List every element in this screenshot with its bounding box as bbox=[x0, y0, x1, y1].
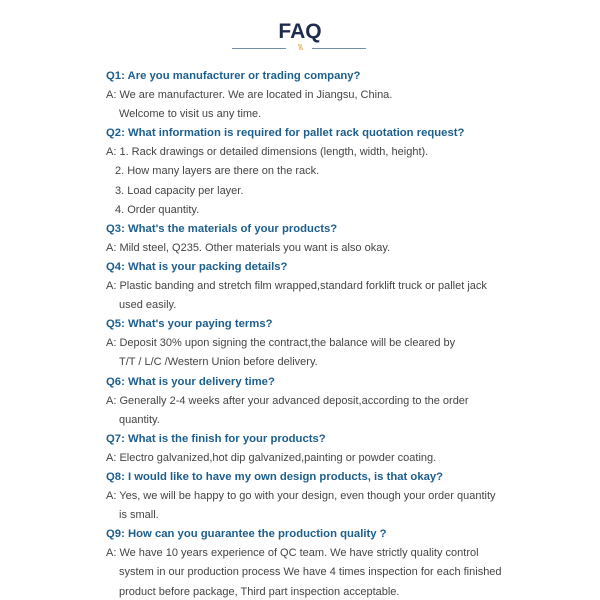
faq-answer-line: product before package, Third part inspection acceptable. bbox=[119, 585, 400, 598]
faq-answer-line: A: Deposit 30% upon signing the contract,the balance will be cleared by bbox=[106, 337, 456, 350]
faq-answer-line: A: Plastic banding and stretch film wrapped,standard forklift truck or pallet jack bbox=[106, 280, 487, 293]
faq-answer-line: A: Electro galvanized,hot dip galvanized,painting or powder coating. bbox=[106, 451, 437, 464]
faq-answer-line: A: Generally 2-4 weeks after your advanced deposit,according to the order bbox=[106, 394, 469, 407]
faq-answer-line: 4. Order quantity. bbox=[115, 203, 200, 216]
faq-answer-line: quantity. bbox=[119, 413, 160, 426]
faq-list bbox=[106, 67, 576, 600]
faq-question: Q7: What is the finish for your products? bbox=[106, 432, 326, 445]
faq-answer-line: used easily. bbox=[119, 299, 177, 312]
faq-answer-line: A: 1. Rack drawings or detailed dimensions (length, width, height). bbox=[106, 146, 429, 159]
faq-question: Q1: Are you manufacturer or trading company? bbox=[106, 70, 361, 82]
faq-question: Q5: What's your paying terms? bbox=[106, 318, 273, 331]
faq-answer-line: A: Yes, we will be happy to go with your design, even though your order quantity bbox=[106, 490, 496, 503]
faq-answer-line: 3. Load capacity per layer. bbox=[115, 184, 244, 197]
faq-answer-line: Welcome to visit us any time. bbox=[119, 108, 262, 121]
faq-answer-line: 2. How many layers are there on the rack. bbox=[115, 165, 320, 178]
title-ornament-icon: \\\ bbox=[298, 43, 302, 52]
faq-answer-line: A: Mild steel, Q235. Other materials you want is also okay. bbox=[106, 241, 391, 254]
faq-question: Q8: I would like to have my own design products, is that okay? bbox=[106, 470, 444, 483]
faq-question: Q9: How can you guarantee the production quality ? bbox=[106, 528, 387, 541]
page-title: FAQ bbox=[278, 20, 322, 43]
faq-question: Q6: What is your delivery time? bbox=[106, 375, 275, 388]
faq-answer-line: T/T / L/C /Western Union before delivery. bbox=[119, 356, 318, 369]
faq-answer-line: A: We have 10 years experience of QC team. We have strictly quality control bbox=[106, 547, 479, 560]
faq-answer-line: is small. bbox=[119, 509, 159, 522]
faq-answer-line: system in our production process We have 4 times inspection for each finished bbox=[119, 566, 502, 579]
faq-question: Q2: What information is required for pallet rack quotation request? bbox=[106, 127, 465, 140]
faq-question: Q3: What's the materials of your products? bbox=[106, 222, 338, 235]
faq-question: Q4: What is your packing details? bbox=[106, 260, 288, 273]
faq-answer-line: A: We are manufacturer. We are located in Jiangsu, China. bbox=[106, 89, 393, 102]
